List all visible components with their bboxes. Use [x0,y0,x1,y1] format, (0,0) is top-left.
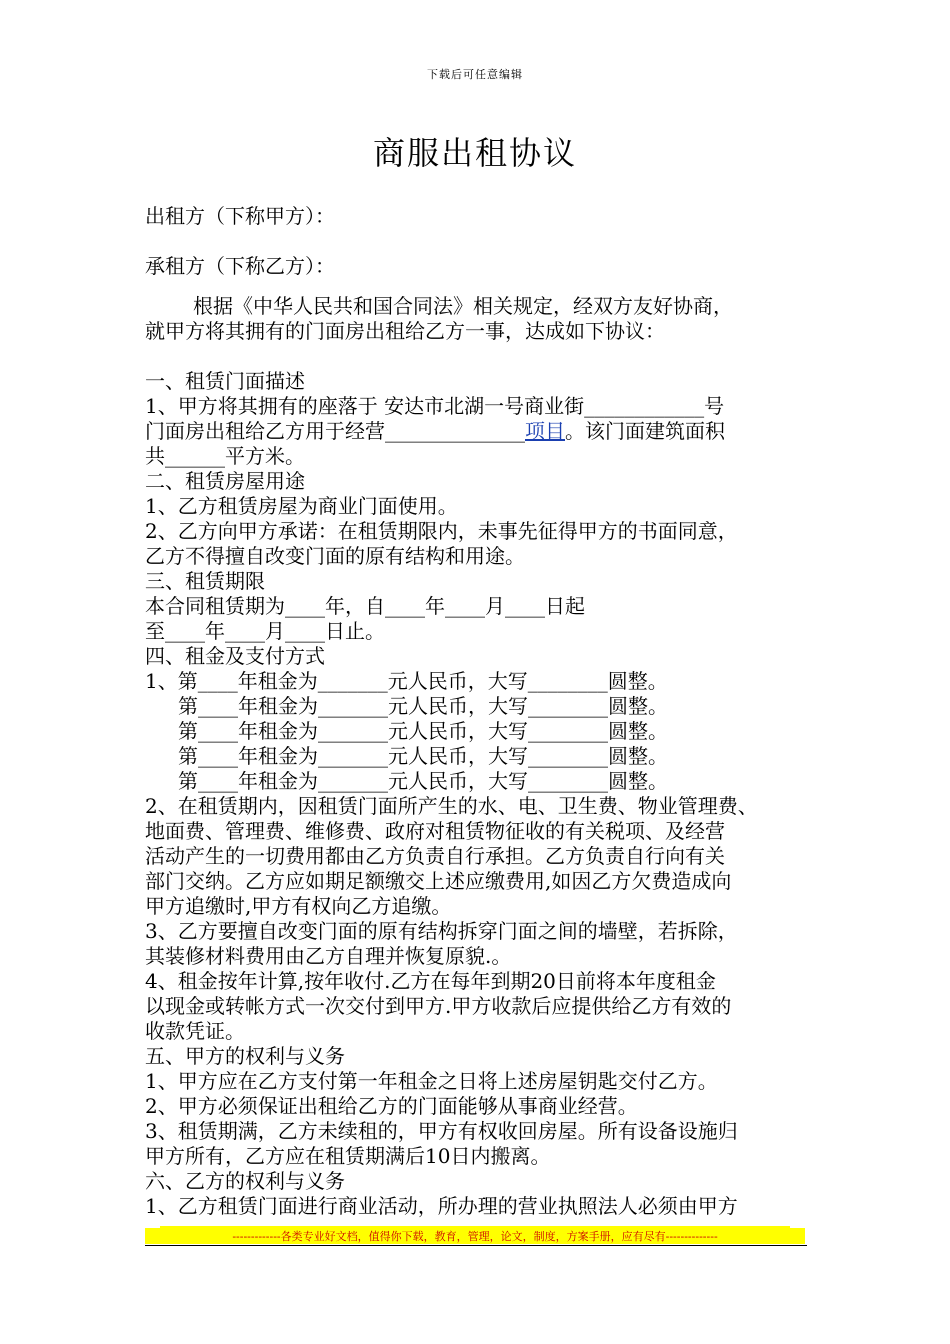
intro-line-1: 根据《中华人民共和国合同法》相关规定，经双方友好协商， [193,294,733,318]
clause-2-2-line-1: 2、乙方向甲方承诺：在租赁期限内，未事先征得甲方的书面同意， [145,519,738,543]
clause-2-1: 1、乙方租赁房屋为商业门面使用。 [145,494,458,518]
clause-4-2-line-3: 活动产生的一切费用都由乙方负责自行承担。乙方负责自行向有关 [145,844,725,868]
section-1-heading: 一、租赁门面描述 [145,369,305,393]
clause-4-2-line-5: 甲方追缴时,甲方有权向乙方追缴。 [145,894,452,918]
clause-5-3-line-2: 甲方所有，乙方应在租赁期满后10日内搬离。 [145,1144,551,1168]
clause-4-3-line-1: 3、乙方要擅自改变门面的原有结构拆穿门面之间的墙壁，若拆除， [145,919,738,943]
footer-banner: -------------各类专业好文档，值得你下载，教育，管理，论文，制度，方案手册，应有尽有-------------- [145,1228,805,1244]
intro-line-2: 就甲方将其拥有的门面房出租给乙方一事，达成如下协议： [145,319,665,343]
clause-1-1-line-2 [145,419,813,444]
clause-5-1: 1、甲方应在乙方支付第一年租金之日将上述房屋钥匙交付乙方。 [145,1069,718,1093]
lessor-line: 出租方（下称甲方）： [145,204,335,228]
section-4-heading: 四、租金及支付方式 [145,644,325,668]
rent-year-1: 1、第____年租金为_______元人民币，大写________圆整。 [145,669,668,693]
clause-6-1-line-1: 1、乙方租赁门面进行商业活动，所办理的营业执照法人必须由甲方 [145,1194,738,1218]
clause-4-2-line-4: 部门交纳。乙方应如期足额缴交上述应缴费用,如因乙方欠费造成向 [145,869,732,893]
clause-4-2-line-1: 2、在租赁期内，因租赁门面所产生的水、电、卫生费、物业管理费、 [145,794,758,818]
clause-1-1-line-1: 1、甲方将其拥有的座落于 安达市北湖一号商业街____________号 [145,394,725,418]
section-3-heading: 三、租赁期限 [145,569,265,593]
section-5-heading: 五、甲方的权利与义务 [145,1044,345,1068]
clause-2-2-line-2: 乙方不得擅自改变门面的原有结构和用途。 [145,544,525,568]
lessee-line: 承租方（下称乙方）： [145,254,335,278]
page-header-note: 下载后可任意编辑 [427,68,523,81]
section-2-heading: 二、租赁房屋用途 [145,469,305,493]
rent-year-3: 第____年租金为_______元人民币，大写________圆整。 [178,719,668,743]
section-6-heading: 六、乙方的权利与义务 [145,1169,345,1193]
term-line-2: 至____年____月____日止。 [145,619,385,643]
term-line-1: 本合同租赁期为____年，自____年____月____日起 [145,594,585,618]
clause-4-3-line-2: 其装修材料费用由乙方自理并恢复原貌.。 [145,944,512,968]
contract-body [145,294,813,1219]
clause-4-2-line-2: 地面费、管理费、维修费、政府对租赁物征收的有关税项、及经营 [145,819,725,843]
rent-year-2: 第____年租金为_______元人民币，大写________圆整。 [178,694,668,718]
footer-divider [145,1245,807,1246]
clause-5-3-line-1: 3、租赁期满，乙方未续租的，甲方有权收回房屋。所有设备设施归 [145,1119,738,1143]
clause-4-4-line-3: 收款凭证。 [145,1019,245,1043]
clause-1-1-text: 门面房出租给乙方用于经营______________ [145,419,525,443]
clause-5-2: 2、甲方必须保证出租给乙方的门面能够从事商业经营。 [145,1094,638,1118]
clause-4-4-line-1: 4、租金按年计算,按年收付.乙方在每年到期20日前将本年度租金 [145,969,716,993]
clause-1-1-line-3: 共______平方米。 [145,444,305,468]
rent-year-5: 第____年租金为_______元人民币，大写________圆整。 [178,769,668,793]
clause-4-4-line-2: 以现金或转帐方式一次交付到甲方.甲方收款后应提供给乙方有效的 [145,994,732,1018]
document-title: 商服出租协议 [372,134,577,172]
project-link[interactable]: 项目 [525,419,565,443]
clause-1-1-tail: 。该门面建筑面积 [565,419,725,443]
rent-year-4: 第____年租金为_______元人民币，大写________圆整。 [178,744,668,768]
